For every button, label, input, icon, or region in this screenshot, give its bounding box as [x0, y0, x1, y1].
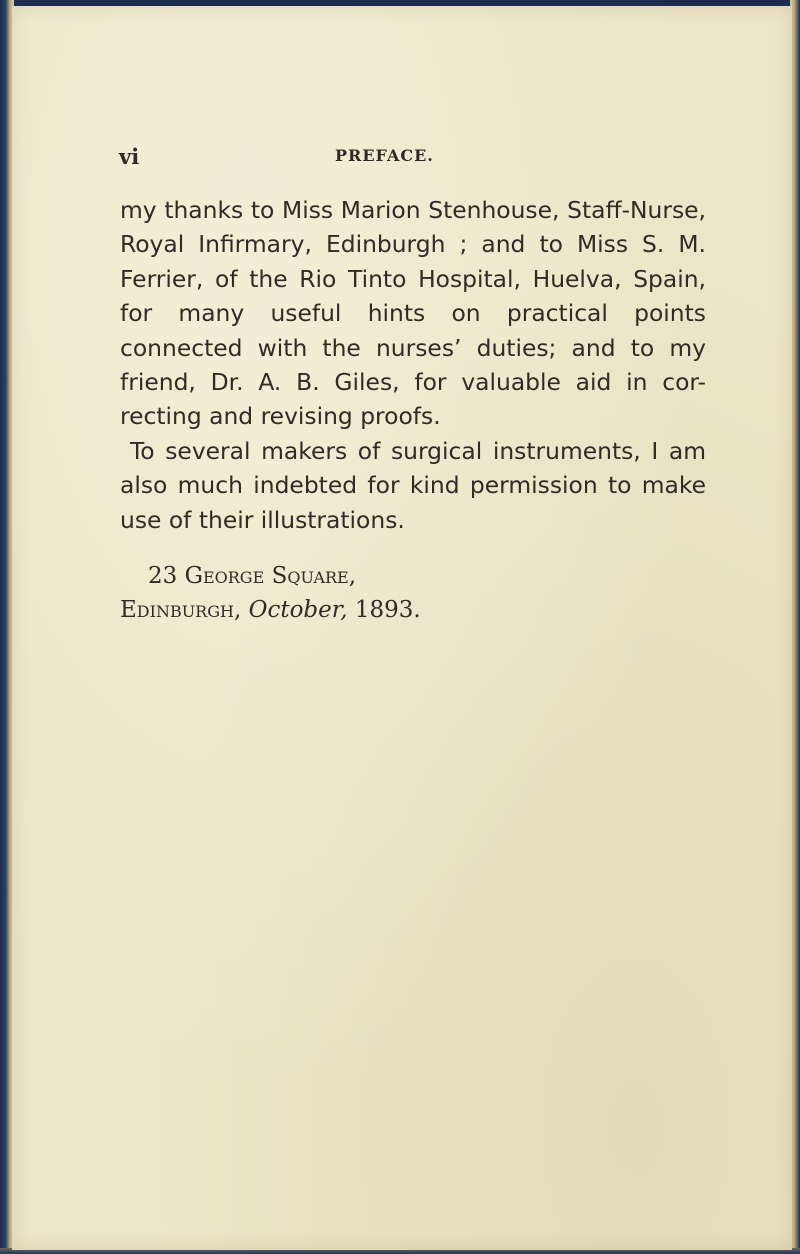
street-number: 23: [148, 563, 178, 589]
page-number: vi: [119, 144, 140, 169]
signature-place-date: [120, 593, 421, 627]
paragraph: To several makers of surgical instruments, I am also much indebted for kind permission to make use of their illustrations.: [120, 436, 706, 534]
city-name: Edinburgh,: [120, 597, 242, 623]
date-month: October,: [248, 597, 348, 623]
running-head: PREFACE.: [335, 146, 434, 165]
paragraph: my thanks to Miss Marion Stenhouse, Staff-Nurse, Royal Infirmary, Edinburgh ; and to Miss S. M. Ferrier, of the Rio Tinto Hospital, Huelva, Spain, for many useful hints on practical points connected with the nurses’ duties; and to my friend, Dr. A. B. Giles, for valuable aid in cor-recting and revising proofs.: [120, 196, 706, 431]
preface-body: [120, 193, 706, 537]
signature-address: [120, 559, 421, 593]
page-header: [119, 144, 679, 174]
date-year: 1893.: [354, 597, 421, 623]
street-name: George Square,: [184, 563, 357, 589]
signature-block: [120, 559, 421, 627]
